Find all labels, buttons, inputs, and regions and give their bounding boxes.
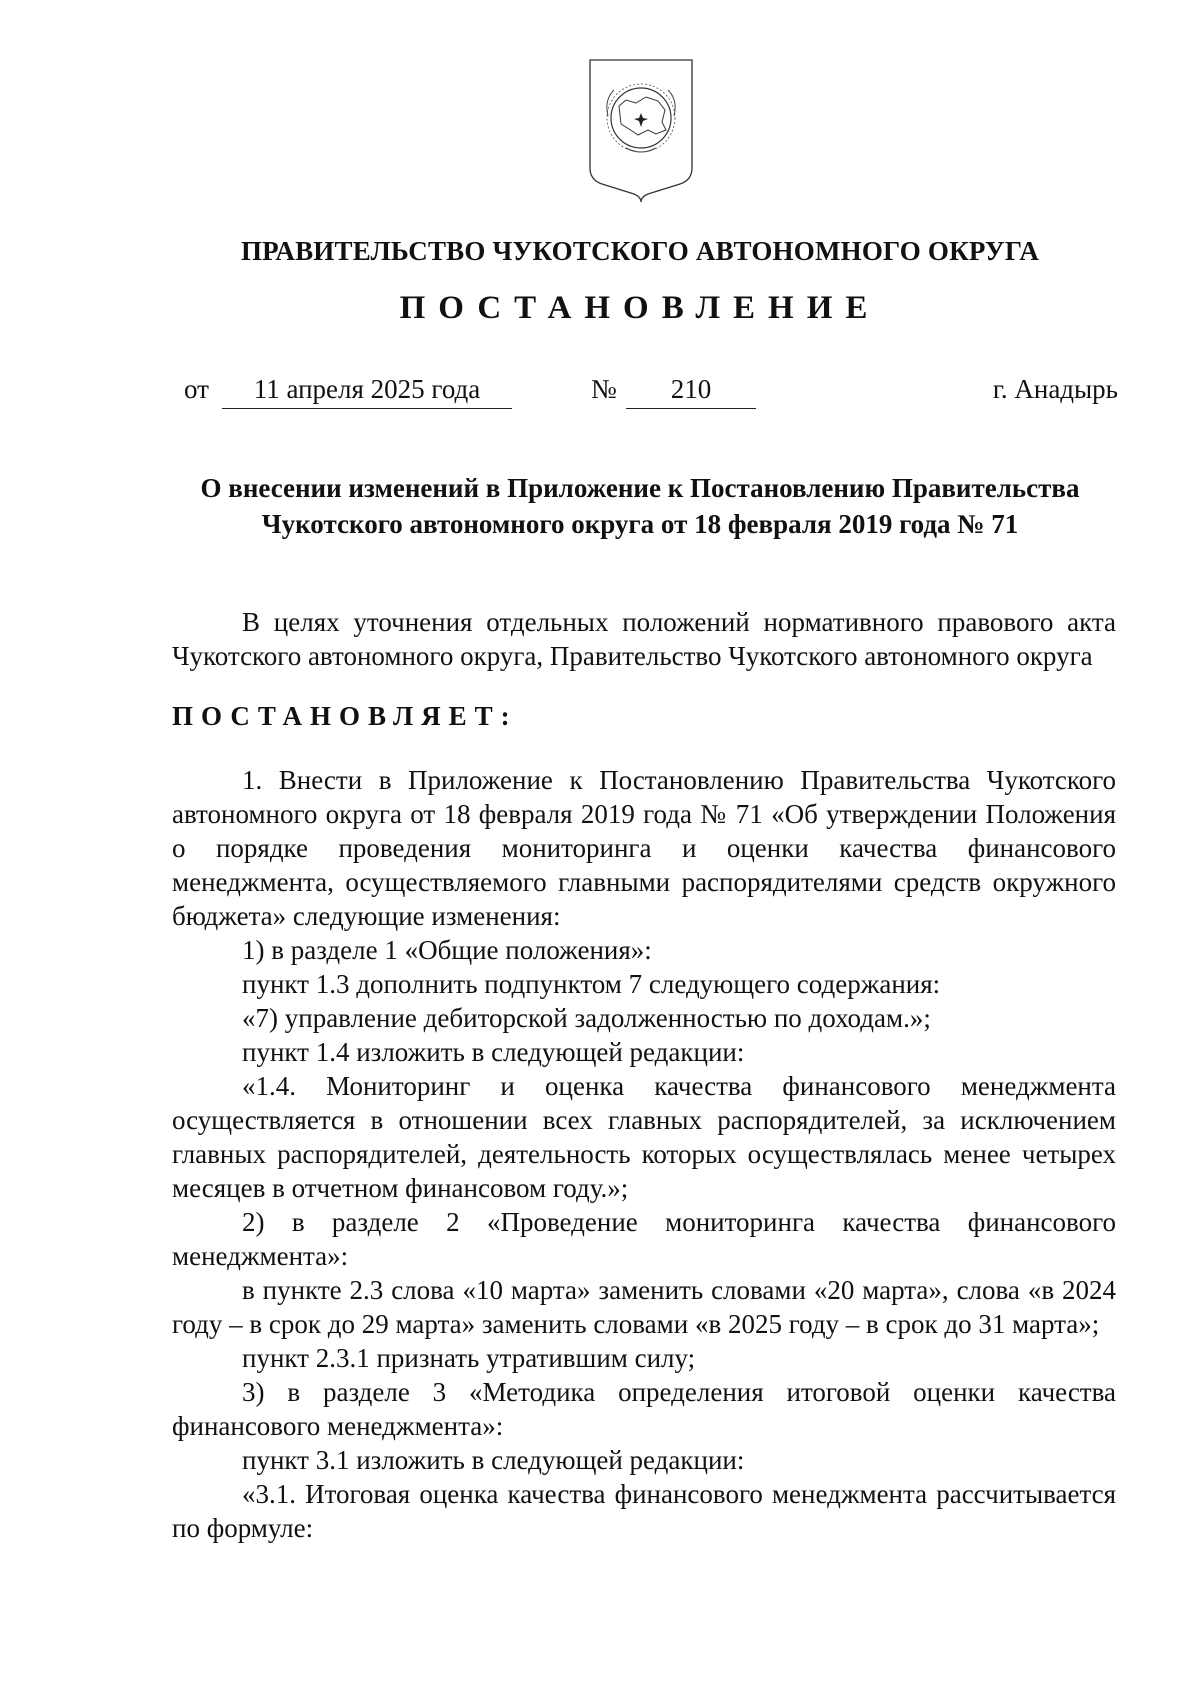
date-label: от bbox=[184, 374, 209, 404]
document-body bbox=[172, 605, 1116, 1545]
document-subject bbox=[140, 470, 1140, 542]
body-paragraph: пункт 3.1 изложить в следующей редакции: bbox=[242, 1445, 745, 1475]
body-paragraph: пункт 2.3.1 признать утратившим силу; bbox=[242, 1343, 696, 1373]
government-title: ПРАВИТЕЛЬСТВО ЧУКОТСКОГО АВТОНОМНОГО ОКРУГА bbox=[240, 236, 1040, 266]
document-type-heading: ПОСТАНОВЛЕНИЕ bbox=[399, 290, 881, 326]
subject-line: Чукотского автономного округа от 18 февраля 2019 года № 71 bbox=[261, 509, 1019, 539]
body-paragraph: 3) в разделе 3 «Методика определения итоговой оценки качества финансового менеджмента»: bbox=[172, 1377, 1116, 1441]
body-paragraph: «7) управление дебиторской задолженностью по доходам.»; bbox=[242, 1003, 931, 1033]
number-label: № bbox=[591, 374, 617, 404]
chukotka-coat-of-arms-icon bbox=[586, 56, 696, 206]
body-paragraph: пункт 1.4 изложить в следующей редакции: bbox=[242, 1037, 745, 1067]
body-paragraph: 1. Внести в Приложение к Постановлению Правительства Чукотского автономного округа от 18 февраля 2019 года № 71 «Об утверждении Положения о порядке проведения мониторинга и оценки качества финансового менеджмента, осуществляемого главными распорядителями средств окружного бюджета» следующие изменения: bbox=[172, 765, 1116, 931]
body-paragraph: «3.1. Итоговая оценка качества финансового менеджмента рассчитывается по формуле: bbox=[172, 1479, 1116, 1543]
city: г. Анадырь bbox=[992, 374, 1118, 404]
body-paragraph: 2) в разделе 2 «Проведение мониторинга качества финансового менеджмента»: bbox=[172, 1207, 1116, 1271]
body-paragraph: в пункте 2.3 слова «10 марта» заменить словами «20 марта», слова «в 2024 году – в срок до 29 марта» заменить словами «в 2025 году – в срок до 31 марта»; bbox=[172, 1275, 1116, 1339]
preamble-paragraph: В целях уточнения отдельных положений нормативного правового акта Чукотского автономного округа, Правительство Чукотского автономного округа bbox=[172, 607, 1116, 671]
body-paragraph: 1) в разделе 1 «Общие положения»: bbox=[242, 935, 652, 965]
document-date: 11 апреля 2025 года bbox=[222, 374, 512, 409]
subject-line: О внесении изменений в Приложение к Постановлению Правительства bbox=[200, 473, 1080, 503]
document-number: 210 bbox=[626, 374, 756, 409]
body-paragraph: пункт 1.3 дополнить подпунктом 7 следующего содержания: bbox=[242, 969, 941, 999]
body-paragraph: «1.4. Мониторинг и оценка качества финансового менеджмента осуществляется в отношении всех главных распорядителей, за исключением главных распорядителей, деятельность которых осуществлялась менее четырех месяцев в отчетном финансовом году.»; bbox=[172, 1071, 1116, 1203]
decree-heading: ПОСТАНОВЛЯЕТ: bbox=[172, 701, 518, 731]
